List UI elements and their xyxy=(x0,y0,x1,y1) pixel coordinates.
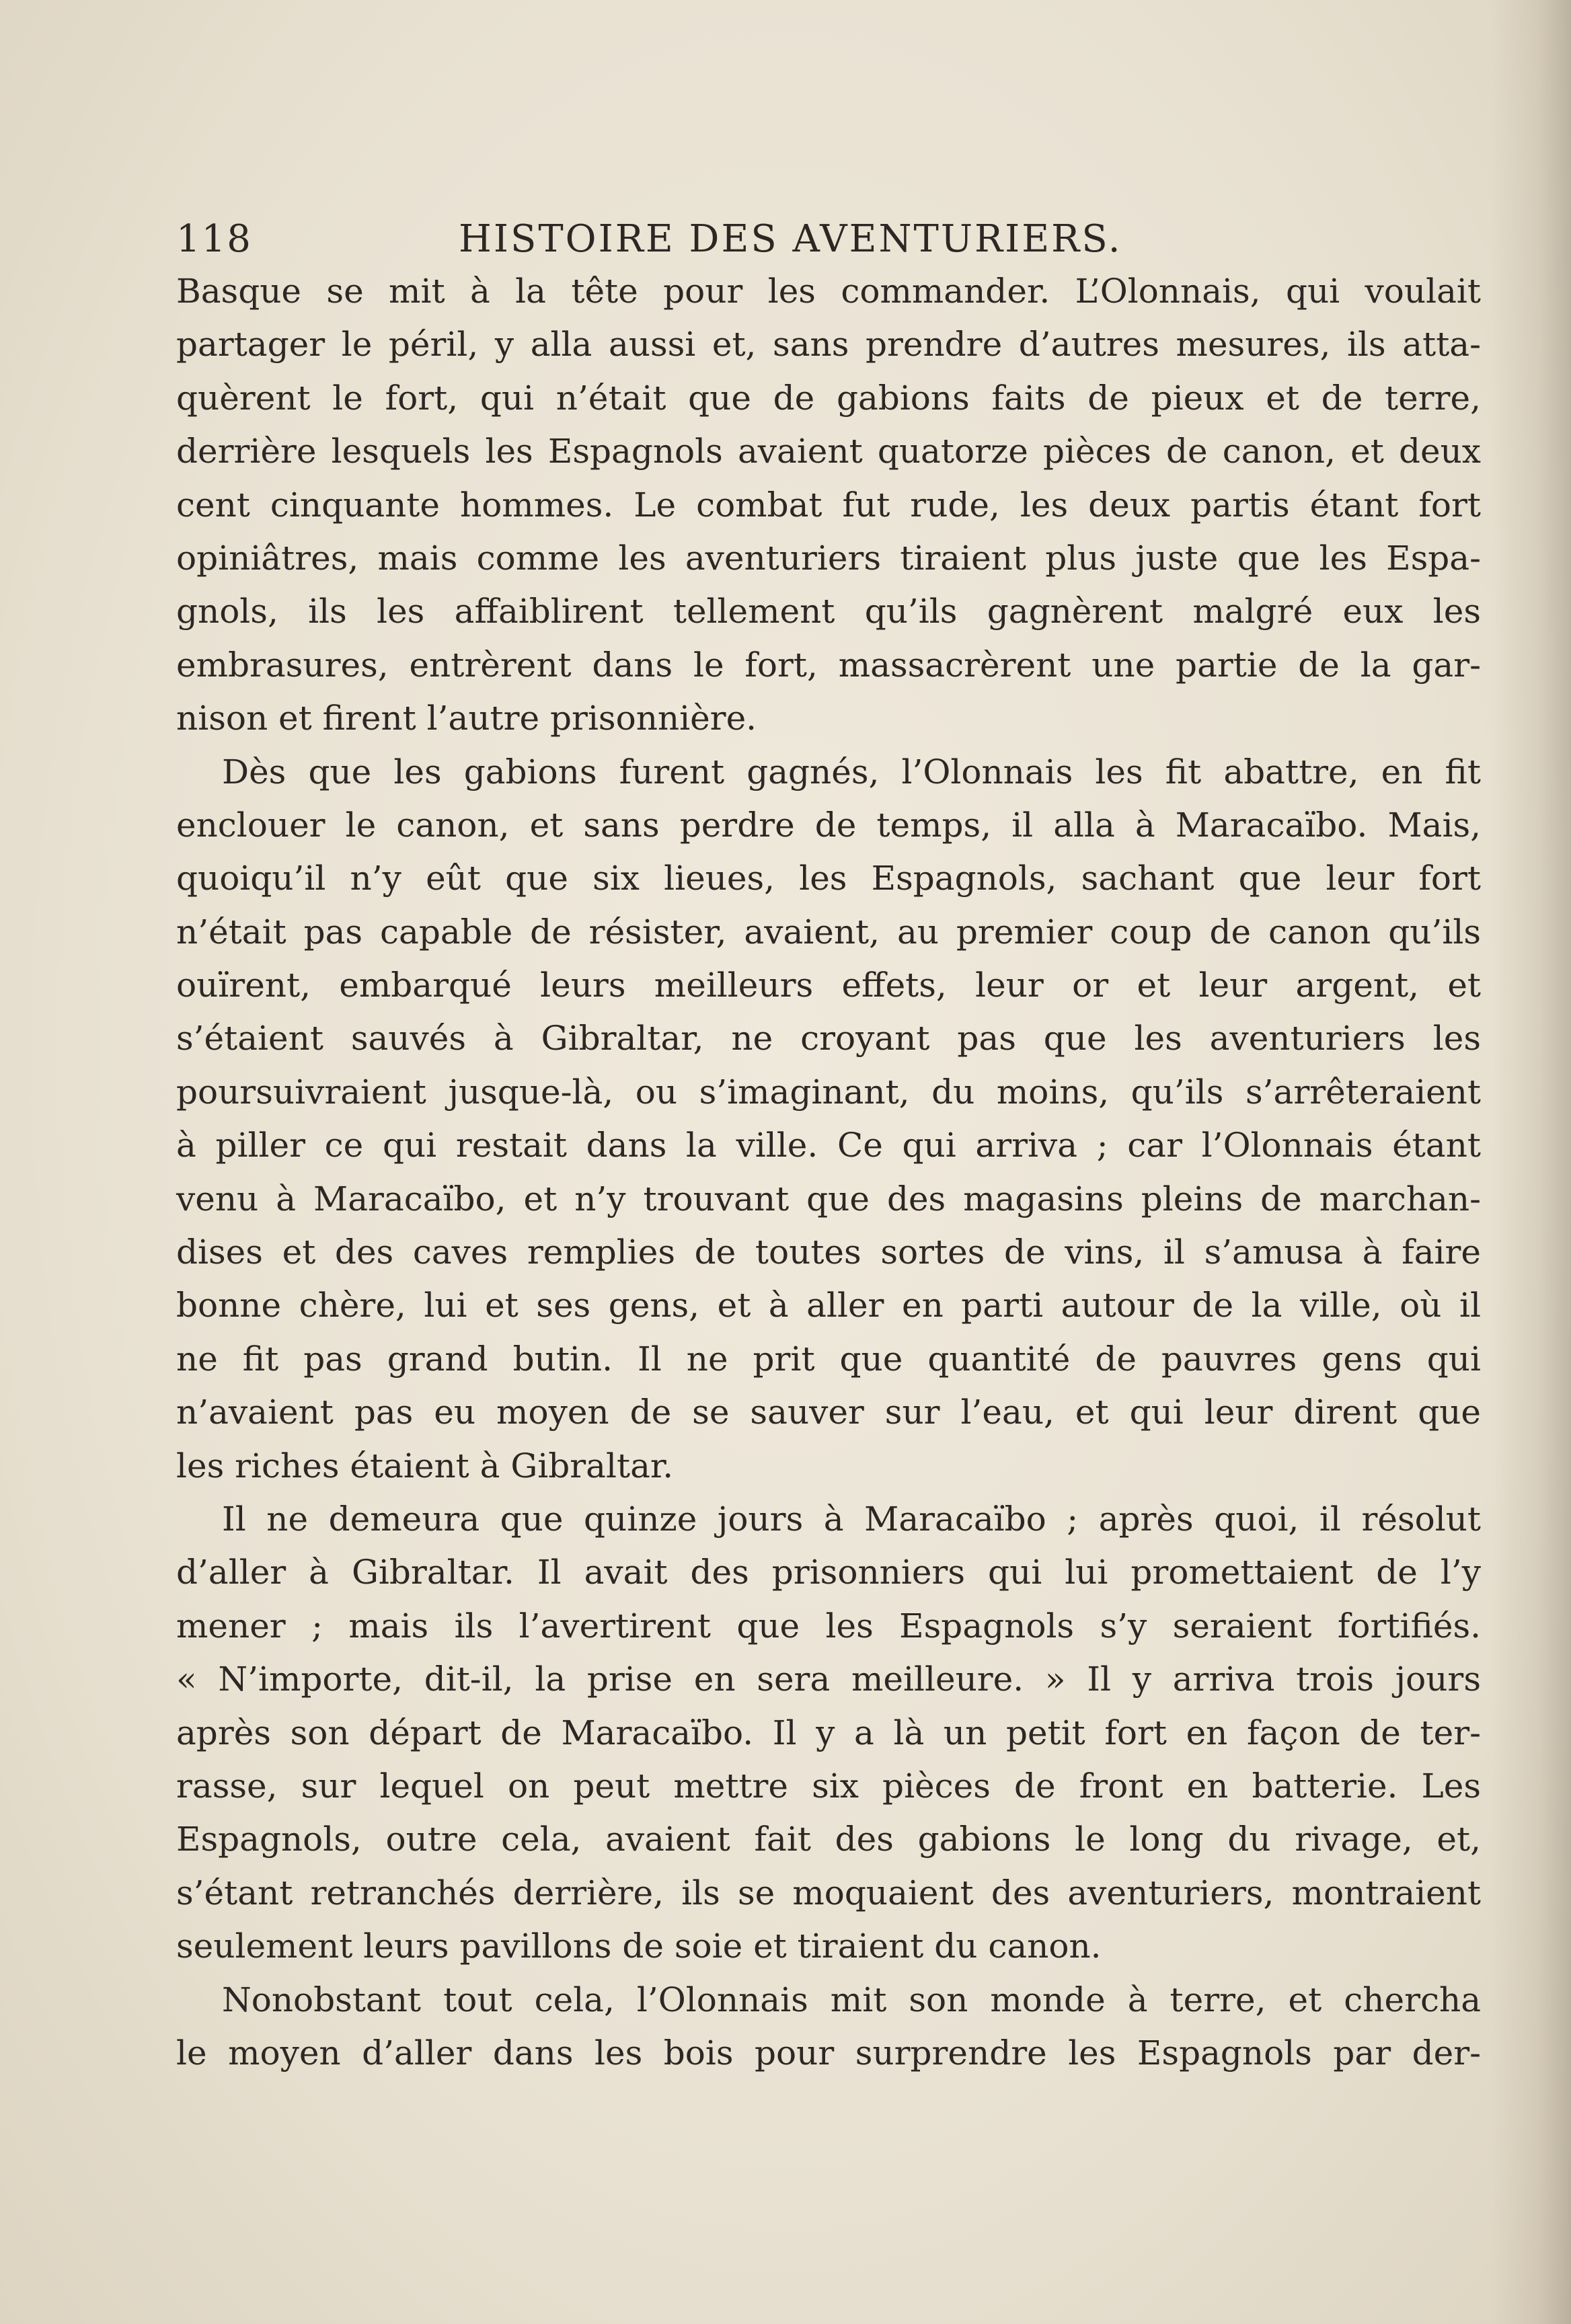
text-line: à piller ce qui restait dans la ville. Ce qui arriva ; car l’Olonnais étant xyxy=(176,1126,1481,1165)
text-block xyxy=(176,214,1481,2080)
text-line: quèrent le fort, qui n’était que de gabions faits de pieux et de terre, xyxy=(176,378,1481,418)
text-line: derrière lesquels les Espagnols avaient quatorze pièces de canon, et deux xyxy=(176,432,1481,471)
page-edge-shadow xyxy=(1490,0,1571,2324)
text-line: embrasures, entrèrent dans le fort, massacrèrent une partie de la gar- xyxy=(176,645,1481,685)
body-text xyxy=(176,265,1481,2080)
text-line: bonne chère, lui et ses gens, et à aller en parti autour de la ville, où il xyxy=(176,1286,1481,1325)
text-line: Basque se mit à la tête pour les commander. L’Olonnais, qui voulait xyxy=(176,272,1481,311)
text-line: quoiqu’il n’y eût que six lieues, les Espagnols, sachant que leur fort xyxy=(176,859,1481,898)
text-line: venu à Maracaïbo, et n’y trouvant que des magasins pleins de marchan- xyxy=(176,1179,1481,1218)
text-line: mener ; mais ils l’avertirent que les Espagnols s’y seraient fortifiés. xyxy=(176,1606,1481,1645)
text-line: nison et firent l’autre prisonnière. xyxy=(176,699,757,738)
text-line: opiniâtres, mais comme les aventuriers tiraient plus juste que les Espa- xyxy=(176,538,1481,578)
text-line: ouïrent, embarqué leurs meilleurs effets, leur or et leur argent, et xyxy=(176,966,1481,1005)
text-line: partager le péril, y alla aussi et, sans prendre d’autres mesures, ils atta- xyxy=(176,325,1481,364)
text-line: Nonobstant tout cela, l’Olonnais mit son monde à terre, et chercha xyxy=(222,1980,1481,2019)
text-line: dises et des caves remplies de toutes sortes de vins, il s’amusa à faire xyxy=(176,1233,1481,1272)
text-line: n’avaient pas eu moyen de se sauver sur l’eau, et qui leur dirent que xyxy=(176,1393,1481,1432)
text-line: Espagnols, outre cela, avaient fait des gabions le long du rivage, et, xyxy=(176,1820,1481,1859)
text-line: gnols, ils les affaiblirent tellement qu’ils gagnèrent malgré eux les xyxy=(176,592,1481,631)
text-line: seulement leurs pavillons de soie et tiraient du canon. xyxy=(176,1927,1102,1966)
text-line: s’étant retranchés derrière, ils se moquaient des aventuriers, montraient xyxy=(176,1873,1481,1912)
text-line: n’était pas capable de résister, avaient, au premier coup de canon qu’ils xyxy=(176,912,1481,952)
text-line: cent cinquante hommes. Le combat fut rude, les deux partis étant fort xyxy=(176,485,1481,525)
text-line: enclouer le canon, et sans perdre de temps, il alla à Maracaïbo. Mais, xyxy=(176,805,1481,845)
running-title: HISTOIRE DES AVENTURIERS. xyxy=(459,217,1122,261)
text-line: poursuivraient jusque-là, ou s’imaginant, du moins, qu’ils s’arrêteraient xyxy=(176,1072,1481,1112)
text-line: Il ne demeura que quinze jours à Maracaïbo ; après quoi, il résolut xyxy=(222,1499,1481,1539)
text-line: d’aller à Gibraltar. Il avait des prisonniers qui lui promettaient de l’y xyxy=(176,1553,1481,1592)
text-line: le moyen d’aller dans les bois pour surprendre les Espagnols par der- xyxy=(176,2033,1481,2073)
running-head xyxy=(176,214,1481,265)
text-line: s’étaient sauvés à Gibraltar, ne croyant pas que les aventuriers les xyxy=(176,1019,1481,1058)
text-line: ne fit pas grand butin. Il ne prit que quantité de pauvres gens qui xyxy=(176,1339,1481,1379)
text-line: après son départ de Maracaïbo. Il y a là un petit fort en façon de ter- xyxy=(176,1713,1481,1752)
text-line: les riches étaient à Gibraltar. xyxy=(176,1446,674,1485)
text-line: rasse, sur lequel on peut mettre six pièces de front en batterie. Les xyxy=(176,1766,1481,1806)
text-line: Dès que les gabions furent gagnés, l’Olonnais les fit abattre, en fit xyxy=(222,752,1481,791)
text-line: « N’importe, dit-il, la prise en sera meilleure. » Il y arriva trois jours xyxy=(176,1660,1481,1699)
page-number: 118 xyxy=(176,217,252,261)
